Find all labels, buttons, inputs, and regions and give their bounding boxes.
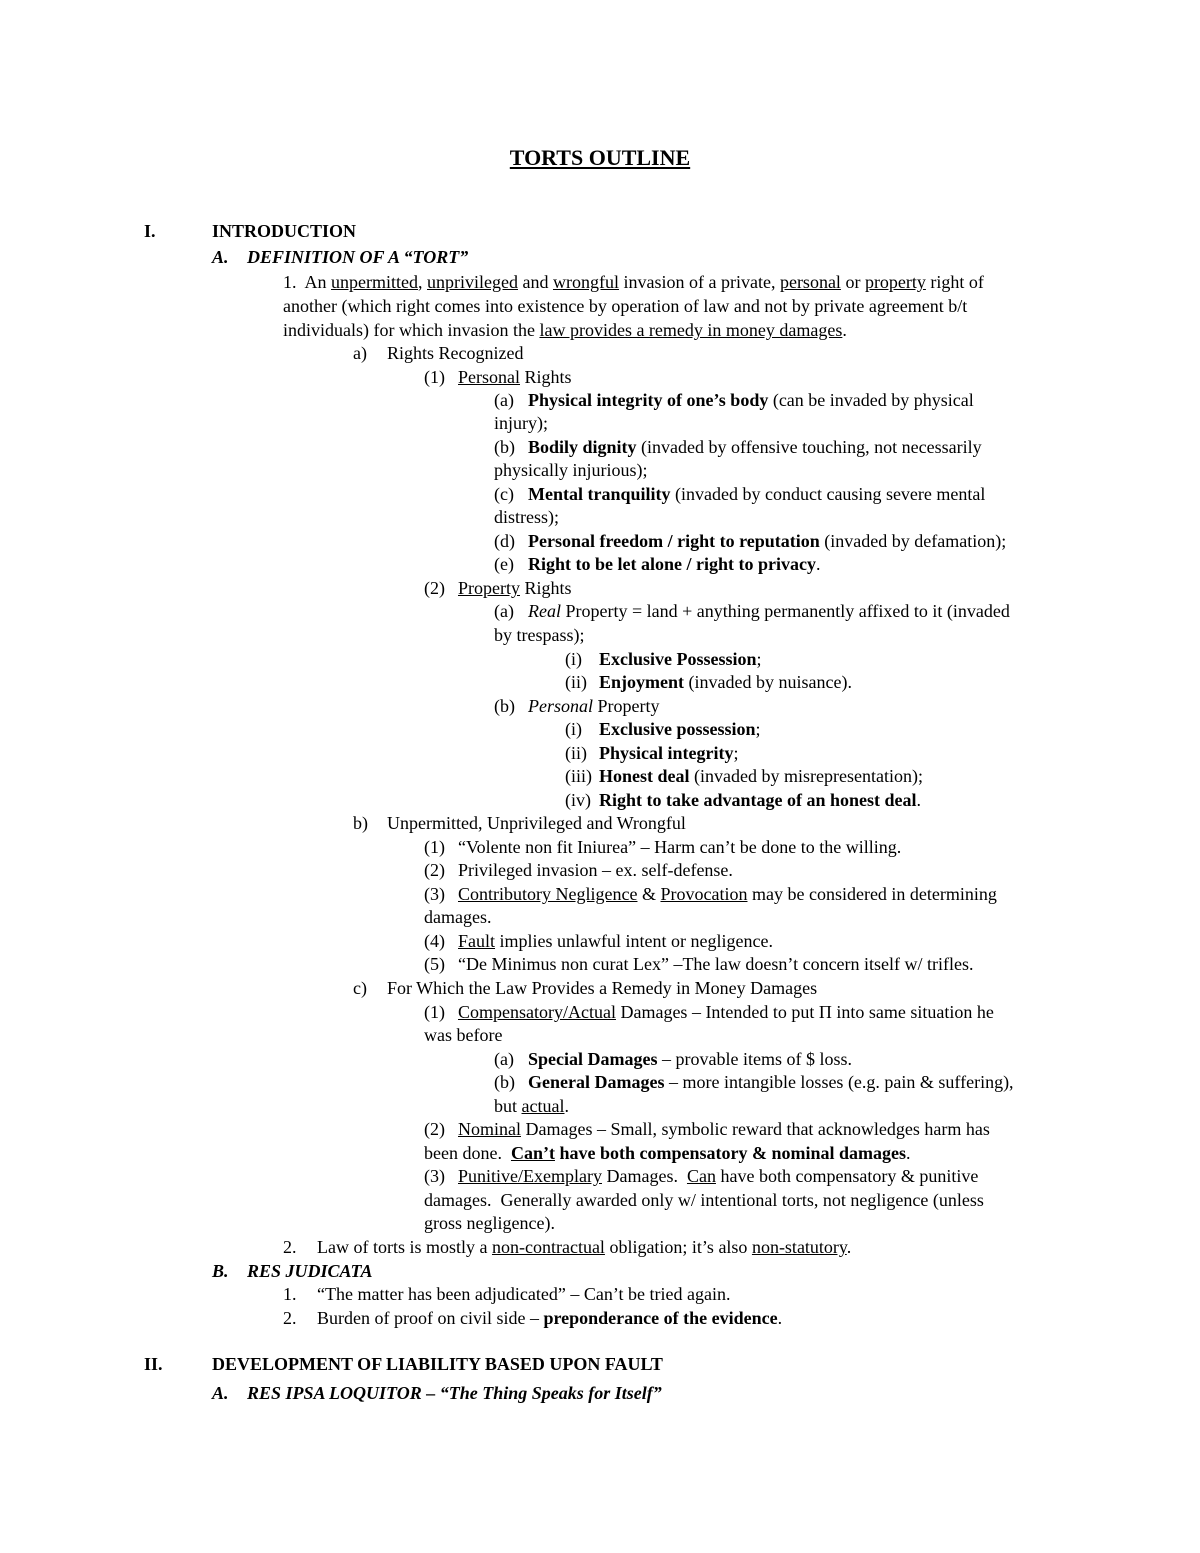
- item-de-minimus: (5) “De Minimus non curat Lex” –The law doesn’t concern itself w/ trifles.: [424, 954, 974, 974]
- item-honest-deal: (iii) Honest deal (invaded by misrepresentation);: [565, 766, 923, 786]
- item-mental-tranquility-cont: distress);: [494, 507, 559, 527]
- subsection-res-ipsa-heading: A. RES IPSA LOQUITOR – “The Thing Speaks for Itself”: [212, 1383, 662, 1403]
- page-title: TORTS OUTLINE: [509, 145, 691, 170]
- subsection-a-heading: A. DEFINITION OF A “TORT”: [212, 247, 469, 267]
- item-physical-integrity-cont: injury);: [494, 413, 548, 433]
- item-property-rights: (2) Property Rights: [424, 578, 572, 598]
- item-real-property-cont: by trespass);: [494, 625, 585, 645]
- item-real-exclusive-possession: (i) Exclusive Possession;: [565, 649, 762, 669]
- definition-line-3: individuals) for which invasion the law provides a remedy in money damages.: [283, 320, 847, 340]
- item-fault: (4) Fault implies unlawful intent or negligence.: [424, 931, 773, 951]
- section-2-heading: DEVELOPMENT OF LIABILITY BASED UPON FAULT: [212, 1354, 663, 1374]
- item-advantage-honest-deal: (iv) Right to take advantage of an honest deal.: [565, 790, 922, 810]
- item-personal-exclusive-possession: (i) Exclusive possession;: [565, 719, 761, 739]
- item-general-damages-cont: but actual.: [494, 1096, 569, 1116]
- item-compensatory-damages: (1) Compensatory/Actual Damages – Intended to put Π into same situation he: [424, 1002, 994, 1022]
- section-1-heading: INTRODUCTION: [212, 221, 357, 241]
- item-adjudicated: 1. “The matter has been adjudicated” – Can’t be tried again.: [283, 1284, 731, 1304]
- subsection-b-heading: B. RES JUDICATA: [212, 1261, 373, 1281]
- section-2-number: II.: [144, 1354, 163, 1374]
- item-non-contractual: 2. Law of torts is mostly a non-contractual obligation; it’s also non-statutory.: [283, 1237, 852, 1257]
- definition-line-1: 1. An unpermitted, unprivileged and wrongful invasion of a private, personal or property right of: [283, 272, 984, 292]
- definition-line-2: another (which right comes into existence by operation of law and not by private agreement b/t: [283, 296, 968, 316]
- item-c-remedy: c) For Which the Law Provides a Remedy in Money Damages: [353, 978, 818, 998]
- item-punitive-damages-cont: damages. Generally awarded only w/ intentional torts, not negligence (unless: [424, 1190, 984, 1210]
- item-real-property: (a) Real Property = land + anything permanently affixed to it (invaded: [494, 601, 1010, 621]
- item-nominal-damages-cont: been done. Can’t have both compensatory & nominal damages.: [424, 1143, 911, 1163]
- section-1-number: I.: [144, 221, 156, 241]
- item-bodily-dignity: (b) Bodily dignity (invaded by offensive touching, not necessarily: [494, 437, 982, 457]
- item-personal-freedom: (d) Personal freedom / right to reputation (invaded by defamation);: [494, 531, 1007, 551]
- item-privileged-invasion: (2) Privileged invasion – ex. self-defense.: [424, 860, 733, 880]
- item-compensatory-damages-cont: was before: [424, 1025, 503, 1045]
- item-burden-of-proof: 2. Burden of proof on civil side – preponderance of the evidence.: [283, 1308, 783, 1328]
- item-volente: (1) “Volente non fit Iniurea” – Harm can’t be done to the willing.: [424, 837, 902, 857]
- item-physical-integrity: (a) Physical integrity of one’s body (can be invaded by physical: [494, 390, 974, 410]
- item-enjoyment: (ii) Enjoyment (invaded by nuisance).: [565, 672, 852, 692]
- item-contributory-negligence-cont: damages.: [424, 907, 492, 927]
- item-personal-rights: (1) Personal Rights: [424, 367, 572, 387]
- item-b-unpermitted: b) Unpermitted, Unprivileged and Wrongful: [353, 813, 686, 833]
- item-mental-tranquility: (c) Mental tranquility (invaded by conduct causing severe mental: [494, 484, 986, 504]
- item-general-damages: (b) General Damages – more intangible losses (e.g. pain & suffering),: [494, 1072, 1014, 1092]
- item-punitive-damages: (3) Punitive/Exemplary Damages. Can have both compensatory & punitive: [424, 1166, 979, 1186]
- item-bodily-dignity-cont: physically injurious);: [494, 460, 648, 480]
- item-punitive-damages-cont-2: gross negligence).: [424, 1213, 555, 1233]
- item-privacy: (e) Right to be let alone / right to privacy.: [494, 554, 821, 574]
- item-contributory-negligence: (3) Contributory Negligence & Provocation may be considered in determining: [424, 884, 997, 904]
- item-a-rights-recognized: a) Rights Recognized: [353, 343, 524, 363]
- item-special-damages: (a) Special Damages – provable items of $ loss.: [494, 1049, 852, 1069]
- item-personal-property: (b) Personal Property: [494, 696, 660, 716]
- item-property-physical-integrity: (ii) Physical integrity;: [565, 743, 739, 763]
- item-nominal-damages: (2) Nominal Damages – Small, symbolic reward that acknowledges harm has: [424, 1119, 990, 1139]
